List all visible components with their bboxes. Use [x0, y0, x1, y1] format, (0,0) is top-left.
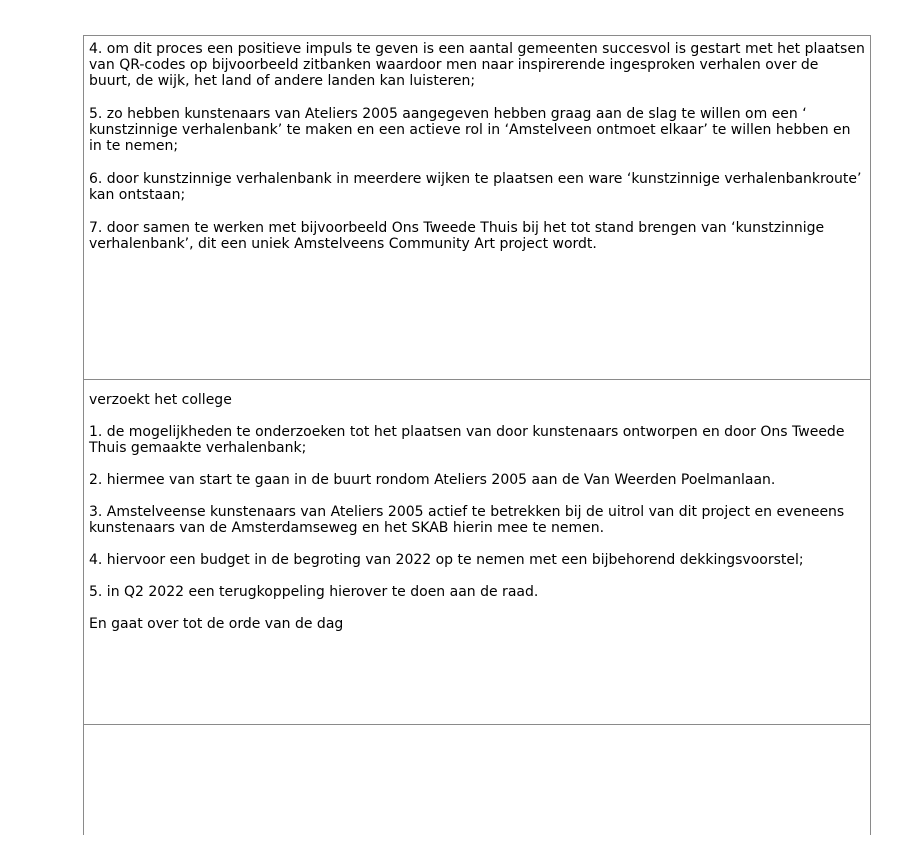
request-item: 5. in Q2 2022 een terugkoppeling hierover te doen aan de raad.	[89, 584, 539, 600]
empty-next-cell	[84, 724, 870, 844]
closing-statement: En gaat over tot de orde van de dag	[89, 616, 344, 632]
requests-cell	[84, 379, 870, 724]
request-item: 2. hiermee van start te gaan in de buurt rondom Ateliers 2005 aan de Van Weerden Poelmanlaan.	[89, 472, 776, 488]
request-item: 3. Amstelveense kunstenaars van Ateliers 2005 actief te betrekken bij de uitrol van dit project en eveneens kunstenaars van de Amsterdamseweg en het SKAB hierin mee te nemen.	[89, 504, 845, 536]
consideration-item: 7. door samen te werken met bijvoorbeeld Ons Tweede Thuis bij het tot stand brengen van ‘kunstzinnige verhalenbank’, dit een uniek Amstelveens Community Art project wordt.	[89, 220, 825, 252]
request-heading: verzoekt het college	[89, 392, 232, 408]
motion-document-table	[83, 35, 871, 835]
request-item: 1. de mogelijkheden te onderzoeken tot het plaatsen van door kunstenaars ontworpen en door Ons Tweede Thuis gemaakte verhalenbank;	[89, 424, 845, 456]
consideration-item: 4. om dit proces een positieve impuls te geven is een aantal gemeenten succesvol is gestart met het plaatsen van QR-codes op bijvoorbeeld zitbanken waardoor men naar inspirerende ingesproken verhalen over de buurt, de wijk, het land of andere landen kan luisteren;	[89, 41, 865, 89]
considerations-cell	[84, 36, 870, 379]
consideration-item: 5. zo hebben kunstenaars van Ateliers 2005 aangegeven hebben graag aan de slag te willen om een ‘ kunstzinnige verhalenbank’ te maken en een actieve rol in ‘Amstelveen ontmoet elkaar’ te willen hebben en in te nemen;	[89, 106, 851, 154]
consideration-item: 6. door kunstzinnige verhalenbank in meerdere wijken te plaatsen een ware ‘kunstzinnige verhalenbankroute’ kan ontstaan;	[89, 171, 862, 203]
request-item: 4. hiervoor een budget in de begroting van 2022 op te nemen met een bijbehorend dekkingsvoorstel;	[89, 552, 804, 568]
